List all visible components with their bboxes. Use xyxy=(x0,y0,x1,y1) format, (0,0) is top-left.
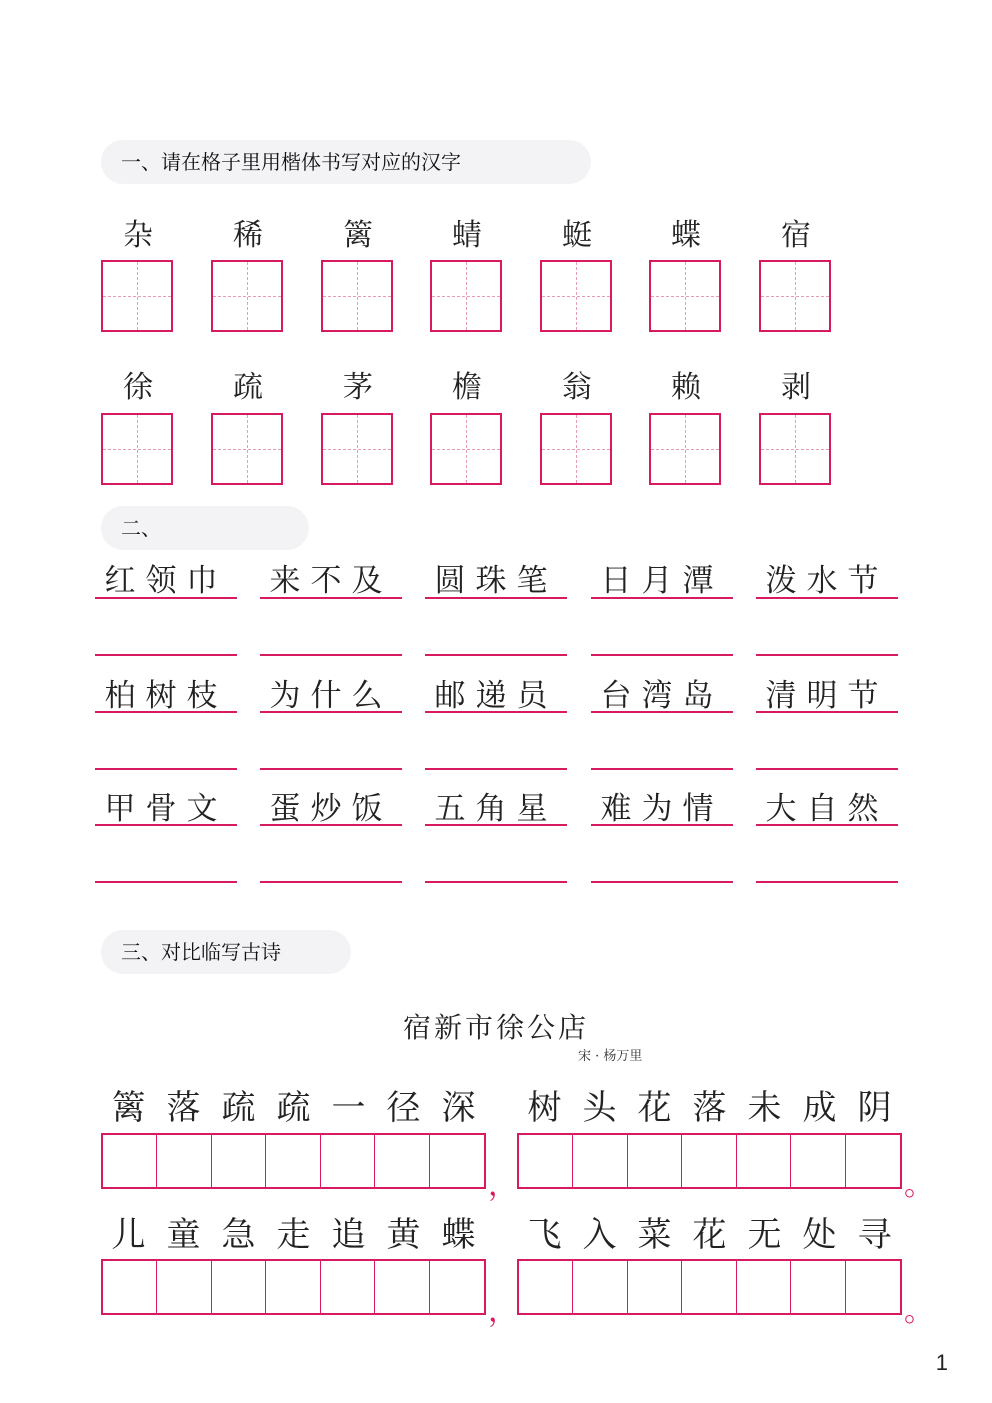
writing-line[interactable] xyxy=(591,768,733,770)
writing-line[interactable] xyxy=(591,881,733,883)
poem-char: 花 xyxy=(637,1088,672,1128)
writing-box[interactable] xyxy=(430,1135,484,1187)
poem-char: 入 xyxy=(582,1215,617,1255)
word: 大自然 xyxy=(765,791,889,827)
word: 甲骨文 xyxy=(104,791,228,827)
underline xyxy=(260,824,402,826)
poem-author: 宋 · 杨万里 xyxy=(578,1049,643,1064)
char-label: 剥 xyxy=(781,370,811,405)
page-number: 1 xyxy=(935,1350,948,1375)
underline xyxy=(591,597,733,599)
writing-box[interactable] xyxy=(212,1261,266,1313)
char-label: 徐 xyxy=(123,370,153,405)
writing-box[interactable] xyxy=(103,1261,157,1313)
period: 。 xyxy=(904,1168,934,1203)
writing-grid[interactable] xyxy=(649,260,721,332)
writing-box[interactable] xyxy=(266,1135,320,1187)
underline xyxy=(756,711,898,713)
underline xyxy=(756,824,898,826)
char-label: 翁 xyxy=(562,370,592,405)
poem-char: 走 xyxy=(276,1215,311,1255)
writing-grid[interactable] xyxy=(430,260,502,332)
writing-line[interactable] xyxy=(425,768,567,770)
word: 来不及 xyxy=(269,563,393,599)
writing-box[interactable] xyxy=(321,1261,375,1313)
poem-writing-boxes[interactable] xyxy=(517,1259,902,1315)
poem-char: 处 xyxy=(802,1215,837,1255)
poem-char: 儿 xyxy=(111,1215,146,1255)
writing-box[interactable] xyxy=(157,1135,211,1187)
writing-grid[interactable] xyxy=(321,260,393,332)
writing-grid[interactable] xyxy=(321,413,393,485)
poem-char: 童 xyxy=(166,1215,201,1255)
comma: ， xyxy=(488,1168,518,1203)
poem-char: 落 xyxy=(166,1088,201,1128)
word: 圆珠笔 xyxy=(434,563,558,599)
poem-writing-boxes[interactable] xyxy=(101,1133,486,1189)
poem-char: 成 xyxy=(802,1088,837,1128)
writing-box[interactable] xyxy=(375,1261,429,1313)
word: 邮递员 xyxy=(434,678,558,714)
underline xyxy=(591,824,733,826)
poem-char: 落 xyxy=(692,1088,727,1128)
section1-title: 一、请在格子里用楷体书写对应的汉字 xyxy=(101,140,591,184)
writing-box[interactable] xyxy=(737,1135,791,1187)
poem-char: 急 xyxy=(221,1215,256,1255)
writing-box[interactable] xyxy=(212,1135,266,1187)
section3-title: 三、对比临写古诗 xyxy=(101,930,351,974)
word: 泼水节 xyxy=(765,563,889,599)
writing-line[interactable] xyxy=(260,768,402,770)
poem-char: 篱 xyxy=(111,1088,146,1128)
writing-box[interactable] xyxy=(791,1135,845,1187)
writing-line[interactable] xyxy=(756,768,898,770)
writing-grid[interactable] xyxy=(101,413,173,485)
word: 红领巾 xyxy=(104,563,228,599)
underline xyxy=(95,824,237,826)
poem-char: 寻 xyxy=(857,1215,892,1255)
writing-grid[interactable] xyxy=(540,260,612,332)
writing-box[interactable] xyxy=(737,1261,791,1313)
writing-box[interactable] xyxy=(682,1261,736,1313)
writing-grid[interactable] xyxy=(430,413,502,485)
poem-char: 菜 xyxy=(637,1215,672,1255)
underline xyxy=(591,711,733,713)
poem-char: 树 xyxy=(527,1088,562,1128)
poem-char: 未 xyxy=(747,1088,782,1128)
writing-box[interactable] xyxy=(321,1135,375,1187)
poem-title: 宿新市徐公店 xyxy=(402,1011,589,1044)
writing-line[interactable] xyxy=(591,654,733,656)
poem-char: 疏 xyxy=(221,1088,256,1128)
underline xyxy=(260,711,402,713)
writing-grid[interactable] xyxy=(101,260,173,332)
section2-title: 二、 xyxy=(101,506,309,550)
underline xyxy=(95,597,237,599)
char-label: 檐 xyxy=(452,370,482,405)
underline xyxy=(260,597,402,599)
char-label: 蜻 xyxy=(452,218,482,253)
char-label: 茅 xyxy=(343,370,373,405)
word: 五角星 xyxy=(434,791,558,827)
underline xyxy=(425,597,567,599)
writing-box[interactable] xyxy=(519,1261,573,1313)
char-label: 蜓 xyxy=(562,218,592,253)
char-label: 稀 xyxy=(233,218,263,253)
writing-box[interactable] xyxy=(628,1135,682,1187)
poem-char: 径 xyxy=(386,1088,421,1128)
poem-writing-boxes[interactable] xyxy=(517,1133,902,1189)
underline xyxy=(425,824,567,826)
char-label: 赖 xyxy=(671,370,701,405)
writing-box[interactable] xyxy=(628,1261,682,1313)
writing-box[interactable] xyxy=(791,1261,845,1313)
comma: ， xyxy=(488,1294,518,1329)
poem-char: 阴 xyxy=(857,1088,892,1128)
writing-line[interactable] xyxy=(260,881,402,883)
writing-line[interactable] xyxy=(425,881,567,883)
poem-char: 追 xyxy=(331,1215,366,1255)
writing-box[interactable] xyxy=(846,1135,900,1187)
poem-char: 飞 xyxy=(527,1215,562,1255)
char-label: 宿 xyxy=(781,218,811,253)
writing-grid[interactable] xyxy=(211,413,283,485)
writing-box[interactable] xyxy=(103,1135,157,1187)
poem-char: 一 xyxy=(331,1088,366,1128)
underline xyxy=(756,597,898,599)
word: 清明节 xyxy=(765,678,889,714)
word: 为什么 xyxy=(269,678,393,714)
poem-char: 无 xyxy=(747,1215,782,1255)
writing-box[interactable] xyxy=(846,1261,900,1313)
writing-line[interactable] xyxy=(260,654,402,656)
underline xyxy=(425,711,567,713)
writing-grid[interactable] xyxy=(211,260,283,332)
underline xyxy=(95,711,237,713)
writing-grid[interactable] xyxy=(540,413,612,485)
char-label: 篱 xyxy=(343,218,373,253)
word: 柏树枝 xyxy=(104,678,228,714)
writing-box[interactable] xyxy=(573,1135,627,1187)
poem-char: 深 xyxy=(441,1088,476,1128)
poem-char: 疏 xyxy=(276,1088,311,1128)
period: 。 xyxy=(904,1294,934,1329)
word: 难为情 xyxy=(600,791,724,827)
writing-box[interactable] xyxy=(519,1135,573,1187)
word: 蛋炒饭 xyxy=(269,791,393,827)
char-label: 杂 xyxy=(123,218,153,253)
poem-char: 黄 xyxy=(386,1215,421,1255)
writing-line[interactable] xyxy=(95,768,237,770)
char-label: 蝶 xyxy=(671,218,701,253)
writing-line[interactable] xyxy=(95,881,237,883)
poem-writing-boxes[interactable] xyxy=(101,1259,486,1315)
poem-char: 花 xyxy=(692,1215,727,1255)
writing-box[interactable] xyxy=(573,1261,627,1313)
writing-grid[interactable] xyxy=(759,413,831,485)
writing-line[interactable] xyxy=(756,654,898,656)
word: 台湾岛 xyxy=(600,678,724,714)
writing-line[interactable] xyxy=(95,654,237,656)
writing-box[interactable] xyxy=(157,1261,211,1313)
writing-box[interactable] xyxy=(266,1261,320,1313)
word: 日月潭 xyxy=(600,563,724,599)
writing-line[interactable] xyxy=(425,654,567,656)
writing-box[interactable] xyxy=(375,1135,429,1187)
writing-box[interactable] xyxy=(430,1261,484,1313)
writing-box[interactable] xyxy=(682,1135,736,1187)
writing-line[interactable] xyxy=(756,881,898,883)
char-label: 疏 xyxy=(233,370,263,405)
poem-char: 头 xyxy=(582,1088,617,1128)
writing-grid[interactable] xyxy=(649,413,721,485)
poem-char: 蝶 xyxy=(441,1215,476,1255)
writing-grid[interactable] xyxy=(759,260,831,332)
